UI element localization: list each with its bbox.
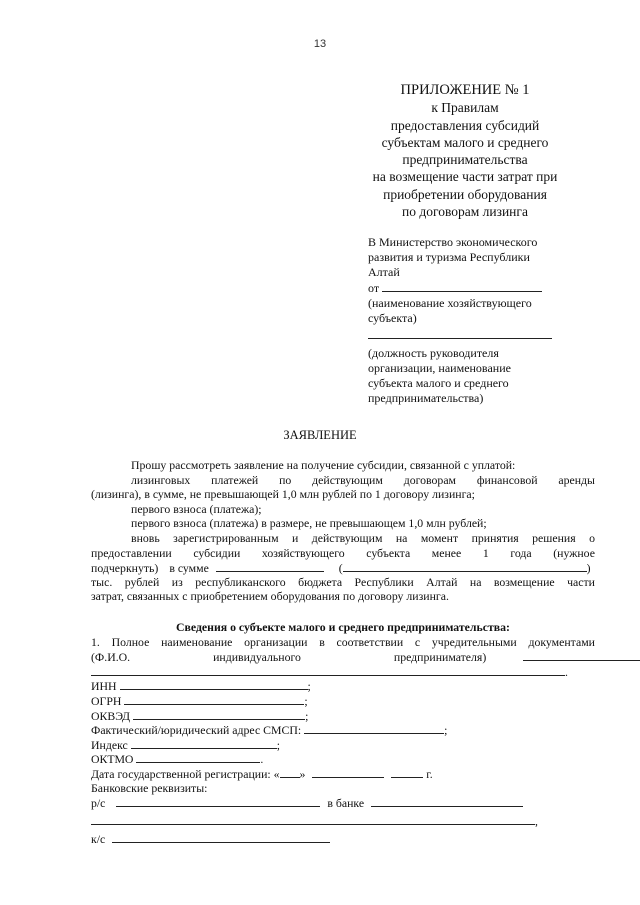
rs-label: р/с bbox=[91, 796, 106, 811]
ks-row bbox=[91, 831, 595, 846]
word: субсидии bbox=[193, 545, 241, 560]
word: принятия bbox=[471, 530, 519, 545]
item1-line bbox=[91, 635, 595, 650]
index-field[interactable] bbox=[131, 737, 277, 749]
address-label: Фактический/юридический адрес СМСП: bbox=[91, 723, 302, 738]
word: Республики bbox=[354, 574, 414, 589]
word: 1. bbox=[91, 634, 100, 649]
org-name-cont bbox=[91, 664, 595, 679]
addressee-line: Алтай bbox=[368, 265, 400, 280]
word: на bbox=[469, 574, 482, 589]
appendix-line: приобретении оборудования bbox=[383, 186, 547, 202]
word: зарегистрированным bbox=[173, 530, 279, 545]
ks-label: к/с bbox=[91, 832, 106, 847]
addressee-line: развития и туризма Республики bbox=[368, 250, 530, 265]
oktmo-row bbox=[91, 751, 595, 766]
word: (Ф.И.О. bbox=[91, 650, 131, 665]
request-intro: Прошу рассмотреть заявление на получение субсидии, связанной с уплатой: bbox=[131, 458, 516, 472]
okved-field[interactable] bbox=[133, 708, 305, 720]
word: учредительными bbox=[431, 634, 517, 649]
addressee-block bbox=[368, 235, 588, 406]
address-field[interactable] bbox=[304, 722, 444, 734]
ks-field[interactable] bbox=[112, 831, 330, 843]
word: с bbox=[414, 634, 421, 649]
word: Полное bbox=[111, 634, 150, 649]
word: хозяйствующего bbox=[261, 545, 345, 560]
position-field[interactable] bbox=[368, 327, 552, 339]
info-heading: Сведения о субъекте малого и среднего предпринимательства: bbox=[175, 620, 510, 634]
appendix-line: предпринимательства bbox=[402, 152, 528, 168]
word: из bbox=[171, 574, 183, 589]
word: индивидуального bbox=[213, 650, 301, 665]
request-section bbox=[91, 458, 595, 604]
hint-text: субъекта) bbox=[368, 311, 417, 326]
word: бюджета bbox=[298, 574, 343, 589]
rs-field[interactable] bbox=[116, 795, 320, 807]
hint-text: предпринимательства) bbox=[368, 390, 484, 405]
word: части bbox=[567, 574, 595, 589]
semicolon: ; bbox=[276, 737, 280, 752]
item1-line2 bbox=[91, 649, 595, 664]
word: года bbox=[510, 545, 532, 560]
quote: » bbox=[299, 766, 306, 781]
okved-row bbox=[91, 708, 595, 723]
ogrn-row bbox=[91, 693, 595, 708]
okved-label: ОКВЭД bbox=[91, 708, 131, 723]
request-amount-line bbox=[91, 560, 595, 575]
request-first-payment-limit: первого взноса (платежа) в размере, не превышающем 1,0 млн рублей; bbox=[131, 516, 487, 531]
word: аренды bbox=[558, 472, 595, 487]
reg-date-label: Дата государственной регистрации: « bbox=[91, 766, 280, 781]
ogrn-label: ОГРН bbox=[91, 693, 122, 708]
oktmo-label: ОКТМО bbox=[91, 752, 134, 767]
underline-note: подчеркнуть) bbox=[91, 561, 159, 576]
from-line bbox=[368, 280, 588, 296]
from-field[interactable] bbox=[382, 280, 542, 292]
appendix-line: по договорам лизинга bbox=[402, 204, 528, 220]
hint-text: (должность руководителя bbox=[368, 345, 499, 360]
year-label: г. bbox=[426, 766, 433, 781]
request-thousand-line bbox=[91, 575, 595, 590]
word: тыс. bbox=[91, 574, 113, 589]
word: предоставлении bbox=[91, 545, 172, 560]
reg-month-field[interactable] bbox=[312, 766, 384, 778]
appendix-line: к Правилам bbox=[431, 100, 499, 116]
word: в bbox=[319, 634, 325, 649]
hint-text: организации, наименование bbox=[368, 360, 511, 375]
word: документами bbox=[528, 634, 595, 649]
word: (нужное bbox=[553, 545, 595, 560]
reg-year-field[interactable] bbox=[391, 766, 423, 778]
word: организации bbox=[244, 634, 308, 649]
inn-field[interactable] bbox=[120, 678, 308, 690]
appendix-header bbox=[352, 82, 578, 220]
word: республиканского bbox=[195, 574, 286, 589]
semicolon: ; bbox=[307, 679, 311, 694]
amount-field[interactable] bbox=[216, 560, 324, 572]
ogrn-field[interactable] bbox=[124, 693, 304, 705]
word: 1 bbox=[482, 545, 489, 560]
index-label: Индекс bbox=[91, 737, 128, 752]
document-title: ЗАЯВЛЕНИЕ bbox=[283, 428, 357, 442]
in-bank-label: в банке bbox=[327, 796, 365, 811]
appendix-line: предоставления субсидий bbox=[390, 117, 540, 133]
word: предпринимателя) bbox=[393, 650, 487, 665]
request-lease-line bbox=[91, 473, 595, 488]
word: действующим bbox=[312, 472, 383, 487]
amount-words-field[interactable] bbox=[343, 560, 587, 572]
close-paren: ) bbox=[586, 561, 591, 576]
request-costs: затрат, связанных с приобретением оборудования по договору лизинга. bbox=[91, 589, 449, 604]
reg-day-field[interactable] bbox=[280, 766, 300, 778]
request-first-payment: первого взноса (платежа); bbox=[131, 501, 262, 516]
page-number: 13 bbox=[313, 38, 327, 50]
word: Алтай bbox=[426, 574, 458, 589]
word: субъекта bbox=[366, 545, 411, 560]
period: . bbox=[260, 752, 264, 767]
bank-field[interactable] bbox=[371, 795, 523, 807]
word: соответствии bbox=[336, 634, 404, 649]
word: о bbox=[589, 530, 595, 545]
semicolon: ; bbox=[305, 708, 309, 723]
bank-cont-row bbox=[91, 813, 595, 831]
word: решения bbox=[532, 530, 576, 545]
request-lease-cont: (лизинга), в сумме, не превышающей 1,0 млн рублей по 1 договору лизинга; bbox=[91, 487, 475, 502]
word: по bbox=[279, 472, 292, 487]
word: и bbox=[291, 530, 299, 545]
appendix-line: субъектам малого и среднего bbox=[381, 134, 549, 150]
word: лизинговых bbox=[131, 472, 191, 487]
position-line bbox=[368, 327, 588, 346]
info-section bbox=[91, 620, 595, 846]
bank-field-2[interactable] bbox=[91, 813, 535, 825]
org-name-field-2[interactable] bbox=[91, 664, 565, 676]
word: действующим bbox=[311, 530, 383, 545]
hint-text: (наименование хозяйствующего bbox=[368, 296, 532, 311]
word: рублей bbox=[124, 574, 160, 589]
period: . bbox=[565, 664, 568, 679]
request-new-cont bbox=[91, 546, 595, 561]
oktmo-field[interactable] bbox=[136, 751, 260, 763]
bank-details-label: Банковские реквизиты: bbox=[91, 780, 208, 795]
reg-date-row bbox=[91, 766, 595, 781]
inn-label: ИНН bbox=[91, 679, 117, 694]
index-row bbox=[91, 737, 595, 752]
comma: , bbox=[535, 814, 538, 829]
word: возмещение bbox=[493, 574, 555, 589]
appendix-line: на возмещение части затрат при bbox=[372, 169, 558, 185]
open-paren: ( bbox=[338, 561, 343, 576]
word: момент bbox=[420, 530, 459, 545]
word: на bbox=[395, 530, 408, 545]
inn-row bbox=[91, 678, 595, 693]
word: договорам bbox=[403, 472, 457, 487]
amount-label: в сумме bbox=[169, 561, 209, 576]
address-row bbox=[91, 722, 595, 737]
semicolon: ; bbox=[444, 723, 448, 738]
word: вновь bbox=[131, 530, 160, 545]
request-new-line bbox=[91, 531, 595, 546]
org-name-field[interactable] bbox=[523, 649, 640, 661]
word: платежей bbox=[211, 472, 259, 487]
hint-text: субъекта малого и среднего bbox=[368, 375, 509, 390]
rs-row bbox=[91, 795, 595, 813]
addressee-line: В Министерство экономического bbox=[368, 235, 538, 249]
from-label: от bbox=[368, 281, 380, 296]
word: наименование bbox=[161, 634, 233, 649]
semicolon: ; bbox=[304, 693, 308, 708]
word: менее bbox=[431, 545, 462, 560]
word: финансовой bbox=[476, 472, 538, 487]
appendix-line: ПРИЛОЖЕНИЕ № 1 bbox=[400, 82, 530, 98]
